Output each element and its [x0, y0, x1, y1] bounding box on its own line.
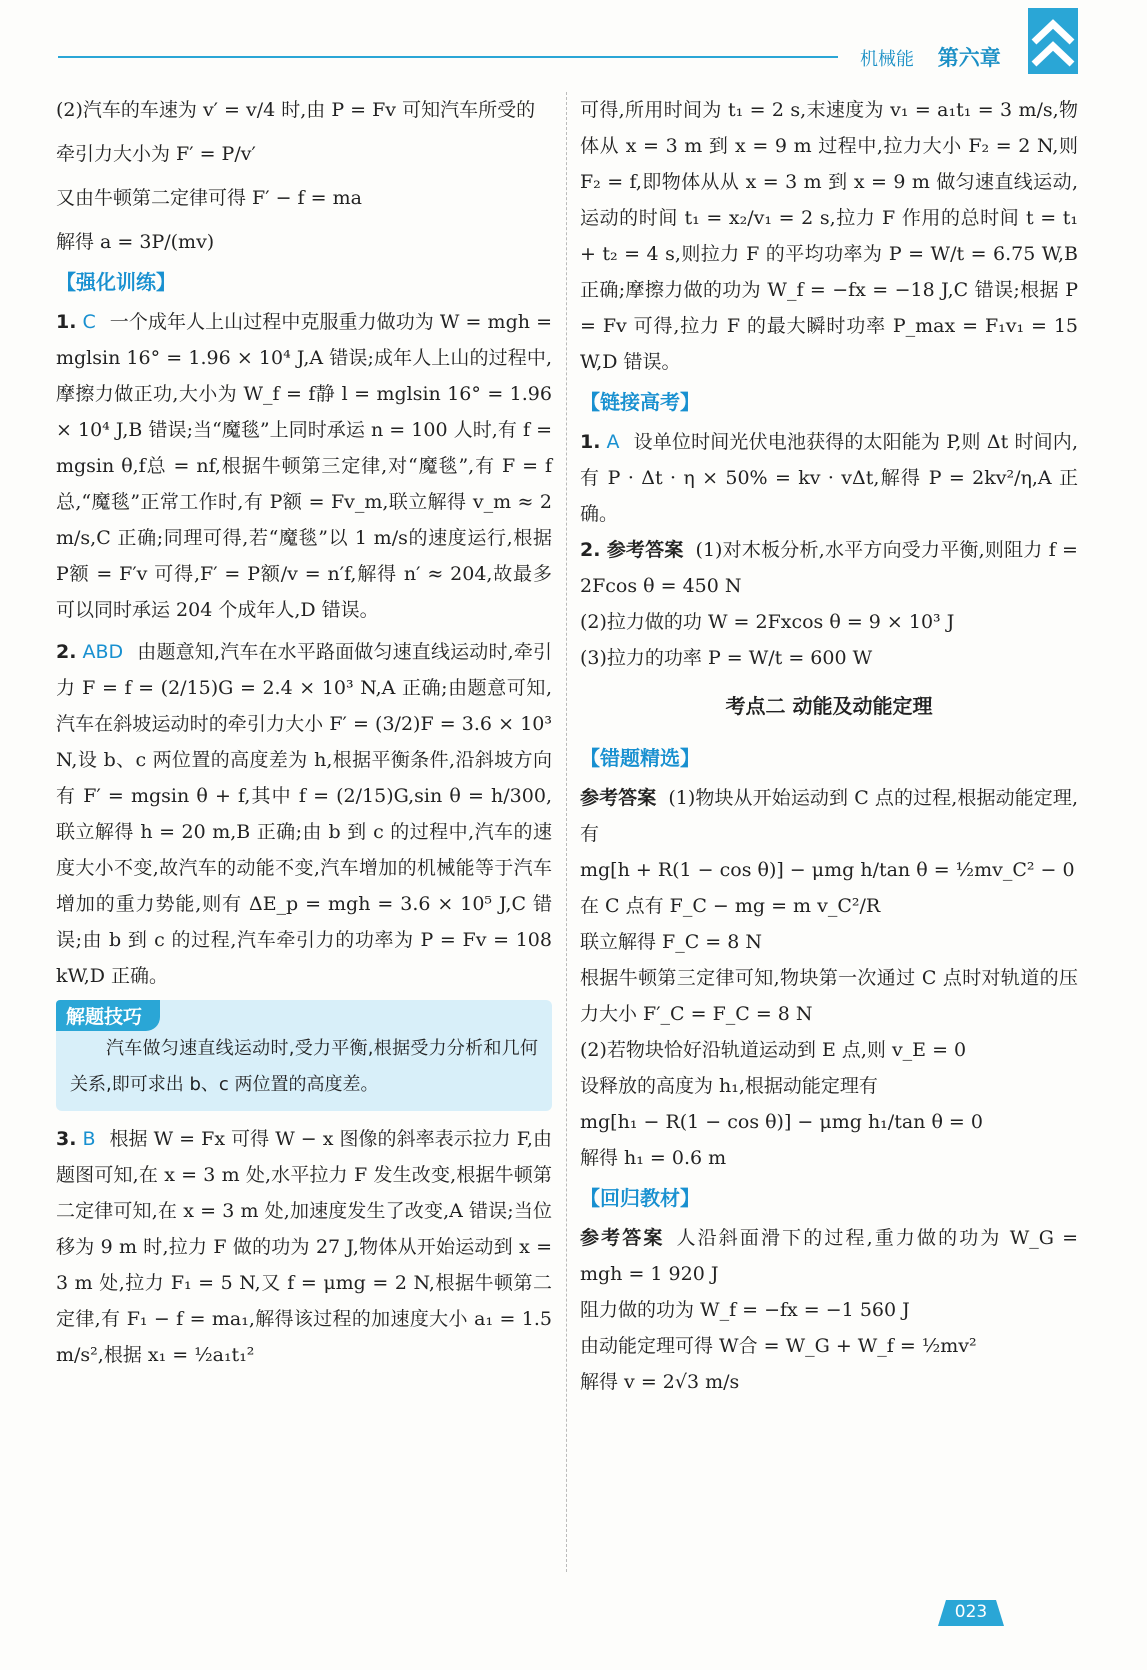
answer-letter: C	[82, 311, 96, 333]
right-column	[580, 92, 1078, 1400]
answer-line: (3)拉力的功率 P = W/t = 600 W	[580, 647, 873, 669]
chevron-up-icon	[1028, 8, 1078, 74]
header-rule	[58, 56, 838, 58]
question-text: 由题意知,汽车在水平路面做匀速直线运动时,牵引力 F = f = (2/15)G = 2.4 × 10³ N,A 正确;由题意可知,汽车在斜坡运动时的牵引力大小 F′ = (3/2)F = 3.6 × 10³ N,设 b、c 两位置的高度差为 h,根据平衡条件,沿斜坡方向有 F′ = mgsin θ + f,其中 f = (2/15)G,sin θ = h/300,联立解得 h = 20 m,B 正确;由 b 到 c 的过程中,汽车的速度大小不变,故汽车的动能不变,汽车增加的机械能等于汽车增加的重力势能,则有 ΔE_p = mgh = 3.6 × 10⁵ J,C 错误;由 b 到 c 的过程,汽车牵引力的功率为 P = Fv = 108 kW,D 正确。	[56, 641, 552, 987]
answer-intro	[580, 780, 1078, 852]
question-text: 设单位时间光伏电池获得的太阳能为 P,则 Δt 时间内,有 P · Δt · η × 50% = kv · vΔt,解得 P = 2kv²/η,A 正确。	[580, 431, 1078, 525]
gaokao-2	[580, 532, 1078, 604]
formula-line: mg[h₁ − R(1 − cos θ)] − μmg h₁/tan θ = 0	[580, 1111, 983, 1133]
reference-answer-label: 参考答案	[580, 1227, 665, 1249]
text-line: 牵引力大小为 F′ = P/v′	[56, 143, 256, 165]
question-number: 1.	[580, 431, 601, 453]
question-3	[56, 1121, 552, 1373]
answer-line: 联立解得 F_C = 8 N	[580, 931, 763, 953]
chapter-label: 第六章	[937, 46, 1001, 70]
answer-line: 根据牛顿第三定律可知,物块第一次通过 C 点时对轨道的压力大小 F′_C = F_C = 8 N	[580, 967, 1078, 1025]
section-heading: 【链接高考】	[580, 390, 700, 414]
question-text: 一个成年人上山过程中克服重力做功为 W = mgh = mglsin 16° = 1.96 × 10⁴ J,A 错误;成年人上山的过程中,摩擦力做正功,大小为 W_f = f静 l = mglsin 16° = 1.96 × 10⁴ J,B 错误;当“魔毯”上同时承运 n = 100 人时,有 f = mgsin θ,f总 = nf,根据牛顿第三定律,对“魔毯”,有 F = f总,“魔毯”正常工作时,有 P额 = Fv_m,联立解得 v_m ≈ 2 m/s,C 正确;同理可得,若“魔毯”以 1 m/s的速度运行,根据 P额 = F′v 可得,F′ = P额/v = n′f,解得 n′ ≈ 204,故最多可以同时承运 204 个成年人,D 错误。	[56, 311, 552, 621]
text-line: 解得 a = 3P/(mv)	[56, 231, 215, 253]
question-text: 根据 W = Fx 可得 W − x 图像的斜率表示拉力 F,由题图可知,在 x = 3 m 处,水平拉力 F 发生改变,根据牛顿第二定律可知,在 x = 3 m 处,加速度发生了改变,A 错误;当位移为 9 m 时,拉力 F 做的功为 27 J,物体从开始运动到 x = 3 m 处,拉力 F₁ = 5 N,又 f = μmg = 2 N,根据牛顿第二定律,有 F₁ − f = ma₁,解得该过程的加速度大小 a₁ = 1.5 m/s²,根据 x₁ = ½a₁t₁²	[56, 1128, 552, 1366]
answer-text: (1)对木板分析,水平方向受力平衡,则阻力 f = 2Fcos θ = 450 N	[580, 539, 1078, 597]
answer-line: 阻力做的功为 W_f = −fx = −1 560 J	[580, 1299, 910, 1321]
formula-line: 由动能定理可得 W合 = W_G + W_f = ½mv²	[580, 1335, 977, 1357]
question-number: 1.	[56, 311, 77, 333]
tip-box	[56, 1000, 552, 1111]
answer-line: 设释放的高度为 h₁,根据动能定理有	[580, 1075, 878, 1097]
formula-line: 在 C 点有 F_C − mg = m v_C²/R	[580, 895, 881, 917]
left-column	[56, 92, 552, 1373]
section-heading: 【强化训练】	[56, 270, 176, 294]
text-line: 又由牛顿第二定律可得 F′ − f = ma	[56, 187, 362, 209]
answer-line: (2)拉力做的功 W = 2Fxcos θ = 9 × 10³ J	[580, 611, 955, 633]
tip-text: 汽车做匀速直线运动时,受力平衡,根据受力分析和几何关系,即可求出 b、c 两位置的高度差。	[70, 1038, 538, 1095]
answer-letter: B	[82, 1128, 96, 1150]
answer-line: 解得 v = 2√3 m/s	[580, 1371, 740, 1393]
question-1	[56, 304, 552, 628]
question-2	[56, 634, 552, 994]
text-paragraph: 可得,所用时间为 t₁ = 2 s,末速度为 v₁ = a₁t₁ = 3 m/s,物体从 x = 3 m 到 x = 9 m 过程中,拉力大小 F₂ = 2 N,则 F₂ = f,即物体从从 x = 3 m 到 x = 9 m 做匀速直线运动,运动的时间 t₁ = x₂/v₁ = 2 s,拉力 F 作用的总时间 t = t₁ + t₂ = 4 s,则拉力 F 的平均功率为 P = W/t = 6.75 W,B 正确;摩擦力做的功为 W_f = −fx = −18 J,C 错误;根据 P = Fv 可得,拉力 F 的最大瞬时功率 P_max = F₁v₁ = 15 W,D 错误。	[580, 99, 1078, 373]
reference-answer-label: 参考答案	[606, 539, 684, 561]
section-heading: 【回归教材】	[580, 1186, 700, 1210]
answer-line: 解得 h₁ = 0.6 m	[580, 1147, 727, 1169]
answer-text: 人沿斜面滑下的过程,重力做的功为 W_G = mgh = 1 920 J	[580, 1227, 1078, 1285]
topic-title: 考点二 动能及动能定理	[725, 694, 933, 718]
page-number-badge	[938, 1600, 1004, 1626]
answer-intro	[580, 1220, 1078, 1292]
answer-letter: A	[606, 431, 620, 453]
answer-text: (1)物块从开始运动到 C 点的过程,根据动能定理,有	[580, 787, 1078, 845]
subject-label: 机械能	[860, 49, 914, 70]
question-number: 2.	[580, 539, 601, 561]
question-number: 3.	[56, 1128, 77, 1150]
section-heading: 【错题精选】	[580, 746, 700, 770]
answer-line: (2)若物块恰好沿轨道运动到 E 点,则 v_E = 0	[580, 1039, 967, 1061]
page-number: 023	[954, 1602, 988, 1622]
question-number: 2.	[56, 641, 77, 663]
gaokao-1	[580, 424, 1078, 532]
text-line: (2)汽车的车速为 v′ = v/4 时,由 P = Fv 可知汽车所受的	[56, 99, 536, 121]
chapter-header	[860, 42, 1001, 72]
reference-answer-label: 参考答案	[580, 787, 657, 809]
tip-heading: 解题技巧	[56, 1000, 160, 1031]
column-divider	[566, 92, 567, 1572]
answer-letter: ABD	[82, 641, 124, 663]
formula-line: mg[h + R(1 − cos θ)] − μmg h/tan θ = ½mv_C² − 0	[580, 859, 1075, 881]
